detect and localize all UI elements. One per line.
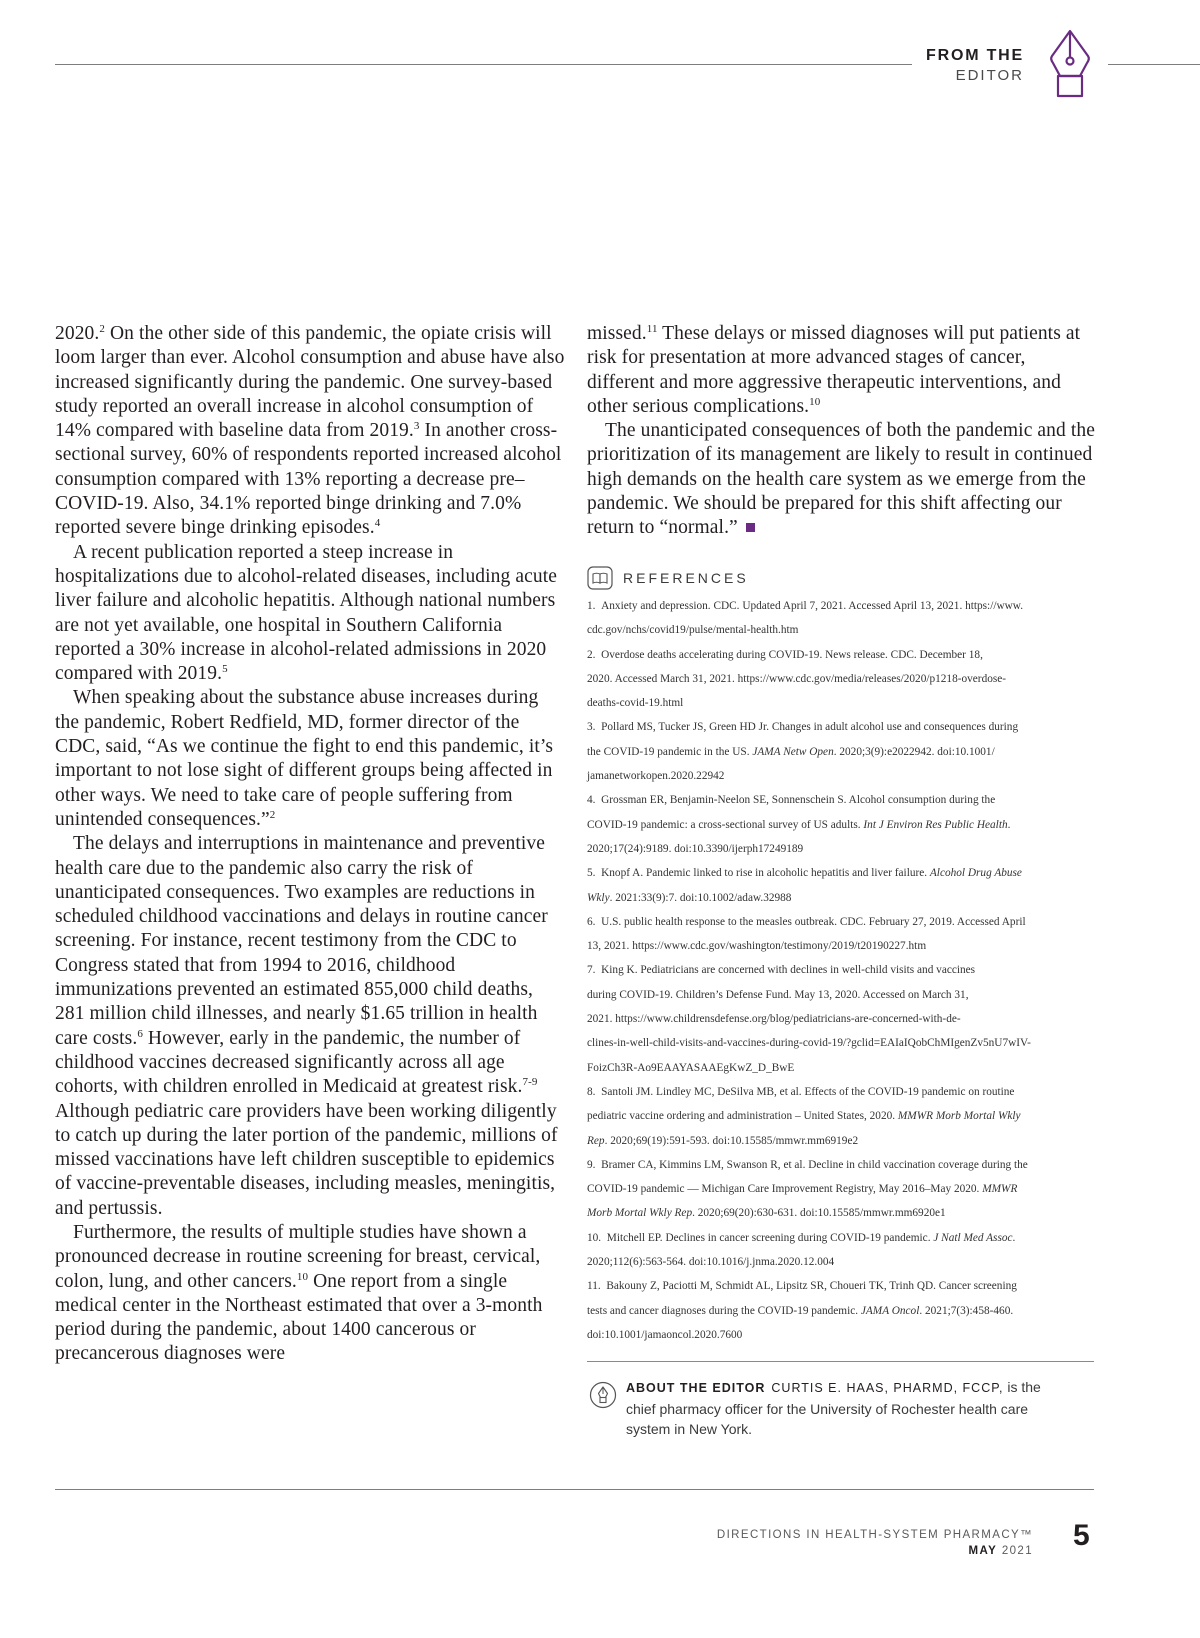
reference-item [587,1226,1092,1275]
reference-text: FoizCh3R-Ao9EAAYASAAEgKwZ_D_BwE [587,1061,795,1074]
reference-text: jamanetworkopen.2020.22942 [587,770,725,783]
reference-text: 7. King K. Pediatricians are concerned with declines in well-child visits and vaccines [587,964,976,977]
reference-text: 4. Grossman ER, Benjamin-Neelon SE, Sonnenschein S. Alcohol consumption during the [587,794,996,807]
footer-rule [55,1489,1094,1490]
reference-text: 8. Santoli JM. Lindley MC, DeSilva MB, et al. Effects of the COVID-19 pandemic on routine [587,1085,1015,1098]
body-text: Furthermore, the results of multiple studies have shown a pronounced decrease in routine screening for breast, cervical, colon, lung, and other cancers. [55,1221,541,1292]
page-number: 5 [1073,1519,1090,1552]
reference-text: 5. Knopf A. Pandemic linked to rise in alcoholic hepatitis and liver failure. [587,867,930,880]
body-text: Although pediatric care providers have been working diligently to catch up during the later portion of the pandemic, millions of missed vaccinations have left children susceptible to epidemics of vaccine-preventable diseases, including measles, meningitis, and pertussis. [55,1100,558,1219]
reference-item [587,594,1092,643]
reference-text: pediatric vaccine ordering and administration – United States, 2020. [587,1110,898,1123]
pen-badge-icon [589,1381,617,1409]
reference-text: . 2021:33(9):7. doi:10.1002/adaw.32988 [609,891,792,904]
body-text: The delays and interruptions in maintenance and preventive health care due to the pandemic also carry the risk of unanticipated consequences. Two examples are reductions in scheduled childhood vaccinations and delays in routine cancer screening. For instance, recent testimony from the CDC to Congress stated that from 1994 to 2016, childhood immunizations prevented an estimated 855,000 child deaths, 281 million child illnesses, and nearly $1.65 trillion in health care costs. [55,833,548,1049]
reference-journal: J Natl Med Assoc [933,1231,1013,1244]
section-label-line1: FROM THE [926,47,1024,64]
editor-bio-line-3: system in New York. [626,1421,753,1437]
reference-text: . 2020;69(19):591-593. doi:10.15585/mmwr.mm6919e2 [604,1134,859,1147]
body-citation: 2 [99,323,105,335]
reference-item [587,910,1092,959]
body-text: On the other side of this pandemic, the opiate crisis will loom larger than ever. Alcohol consumption and abuse have also increased significantly during the pandemic. One survey-based study reported an overall increase in alcohol consumption of 14% compared with baseline data from 2019. [55,323,565,442]
reference-item [587,1080,1092,1153]
reference-journal: Wkly [587,891,610,904]
body-citation: 2 [269,808,276,821]
reference-journal: MMWR [982,1183,1018,1196]
body-citation: 11 [646,323,658,335]
reference-text: COVID-19 pandemic: a cross-sectional survey of US adults. [587,818,864,831]
fountain-pen-nib-icon [1040,28,1100,102]
reference-text: 11. Bakouny Z, Paciotti M, Schmidt AL, Lipsitz SR, Choueri TK, Trinh QD. Cancer screening [587,1280,1017,1293]
reference-item [587,1153,1092,1226]
left-paragraph-1 [55,322,567,541]
reference-journal: Alcohol Drug Abuse [929,867,1022,880]
reference-text: 1. Anxiety and depression. CDC. Updated April 7, 2021. Accessed April 13, 2021. https://www. [587,600,1024,612]
body-text: When speaking about the substance abuse increases during the pandemic, Robert Redfield, MD, former director of the CDC, said, “As we continue the fight to end this pandemic, it’s important to not lose sight of different groups being affected in other ways. We need to take care of people suffering from unintended consequences.” [55,687,554,830]
left-paragraph-2 [55,541,567,687]
reference-text: 13, 2021. https://www.cdc.gov/washington/testimony/2019/t20190227.htm [587,940,927,953]
reference-item [587,958,1092,1079]
reference-item [587,715,1092,788]
reference-journal: Morb Mortal Wkly Rep [587,1207,693,1220]
right-paragraph-1 [587,322,1097,419]
references-title: REFERENCES [623,570,749,586]
open-book-icon [587,566,613,590]
body-text: The unanticipated consequences of both the pandemic and the prioritization of its management are likely to result in continued high demands on the health care system as we emerge from the pandemic. We should be prepared for this shift affecting our return to “normal.” [587,420,1095,539]
reference-text: 3. Pollard MS, Tucker JS, Green HD Jr. Changes in adult alcohol use and consequences during [587,721,1019,734]
reference-text: . [1007,818,1011,831]
reference-text: . 2020;3(9):e2022942. doi:10.1001/ [833,745,995,758]
reference-text: . 2021;7(3):458-460. [919,1304,1014,1317]
section-label-line2: EDITOR [955,67,1024,84]
references-header [587,566,749,590]
reference-journal: Int J Environ Res Public Health [863,818,1008,831]
reference-text: 2020;17(24):9189. doi:10.3390/ijerph17249189 [587,842,804,855]
reference-item [587,643,1092,716]
body-text: One report from a single medical center in the Northeast estimated that over a 3-month period during the pandemic, about 1400 cancerous or precancerous diagnoses were [55,1270,543,1365]
body-text: These delays or missed diagnoses will put patients at risk for presentation at more advanced stages of cancer, different and more aggressive therapeutic interventions, and other serious complications. [587,323,1081,417]
body-citation: 7-9 [522,1076,538,1089]
reference-text: 6. U.S. public health response to the measles outbreak. CDC. February 27, 2019. Accessed April [587,915,1026,928]
body-text: missed. [587,323,647,344]
reference-text: COVID-19 pandemic — Michigan Care Improvement Registry, May 2016–May 2020. [587,1183,983,1196]
references-list [587,594,1092,1347]
section-label [926,46,1024,86]
reference-text: 9. Bramer CA, Kimmins LM, Swanson R, et al. Decline in child vaccination coverage during the [587,1158,1028,1171]
reference-text: 2020;112(6):563-564. doi:10.1016/j.jnma.2020.12.004 [587,1256,835,1269]
body-text: A recent publication reported a steep increase in hospitalizations due to alcohol-related diseases, including acute liver failure and alcoholic hepatitis. Although national numbers are not yet available, one hospital in Southern California reported a 30% increase in alcohol-related admissions in 2020 compared with 2019. [55,541,557,685]
issue-year: 2021 [1001,1545,1033,1557]
reference-journal: Rep [587,1134,605,1147]
reference-journal: JAMA Netw Open [752,745,834,758]
right-paragraph-2 [587,419,1097,540]
reference-text: . [1012,1231,1016,1244]
reference-text: during COVID-19. Children’s Defense Fund. May 13, 2020. Accessed on March 31, [587,988,969,1001]
reference-text: cdc.gov/nchs/covid19/pulse/mental-health.htm [587,624,799,637]
reference-text: 2020. Accessed March 31, 2021. https://www.cdc.gov/media/releases/2020/p1218-overdose- [587,672,1007,685]
left-column [55,322,567,1367]
right-paragraph-2-text [587,420,1095,538]
editor-bio-line-1: is the [1007,1379,1041,1395]
body-citation: 6 [137,1027,143,1040]
right-column [587,322,1097,541]
publication-name: DIRECTIONS IN HEALTH-SYSTEM PHARMACY™ [716,1529,1033,1541]
editor-bio-line-2: chief pharmacy officer for the University of Rochester health care [626,1400,1029,1417]
reference-text: doi:10.1001/jamaoncol.2020.7600 [587,1328,743,1341]
about-divider [587,1361,1094,1362]
body-citation: 10 [296,1270,309,1283]
header-rule-left [55,64,912,65]
reference-journal: JAMA Oncol [860,1304,920,1317]
footer [717,1527,1033,1559]
body-text: 2020. [55,323,100,344]
editor-name: CURTIS E. HAAS, PHARMD, FCCP, [771,1381,1004,1395]
left-paragraph-3 [55,686,567,832]
header-rule-right [1108,64,1200,65]
body-citation: 10 [809,395,821,408]
body-citation: 4 [374,517,381,530]
issue-date [717,1543,1033,1559]
reference-text: . 2020;69(20):630-631. doi:10.15585/mmwr.mm6920e1 [692,1207,946,1220]
left-paragraph-5 [55,1221,567,1367]
reference-item [587,1274,1092,1347]
reference-item [587,861,1092,910]
reference-text: the COVID-19 pandemic in the US. [587,745,753,758]
about-kicker: ABOUT THE EDITOR [626,1381,766,1395]
about-the-editor [626,1377,1086,1440]
reference-text: 2. Overdose deaths accelerating during COVID-19. News release. CDC. December 18, [587,648,983,661]
reference-text: deaths-covid-19.html [587,697,684,710]
reference-text: 10. Mitchell EP. Declines in cancer screening during COVID-19 pandemic. [587,1231,934,1244]
left-paragraph-4 [55,832,567,1221]
reference-text: 2021. https://www.childrensdefense.org/blog/pediatricians-are-concerned-with-de- [587,1013,961,1026]
reference-text: clines-in-well-child-visits-and-vaccines-during-covid-19/?gclid=EAIaIQobChMIgenZv5nU7wIV- [587,1037,1031,1050]
body-citation: 5 [222,663,228,676]
issue-month: MAY [968,1545,998,1557]
body-text: In another cross-sectional survey, 60% of respondents reported increased alcohol consumption compared with 13% reporting a decrease pre–COVID-19. Also, 34.1% reported binge drinking and 7.0% reported severe binge drinking episodes. [55,420,562,539]
reference-text: tests and cancer diagnoses during the COVID-19 pandemic. [587,1304,861,1317]
body-citation: 3 [413,420,420,433]
reference-item [587,788,1092,861]
end-of-article-mark [746,523,755,532]
body-text: However, early in the pandemic, the number of childhood vaccines decreased significantly across all age cohorts, with children enrolled in Medicaid at greatest risk. [55,1027,523,1098]
reference-journal: MMWR Morb Mortal Wkly [897,1110,1021,1123]
